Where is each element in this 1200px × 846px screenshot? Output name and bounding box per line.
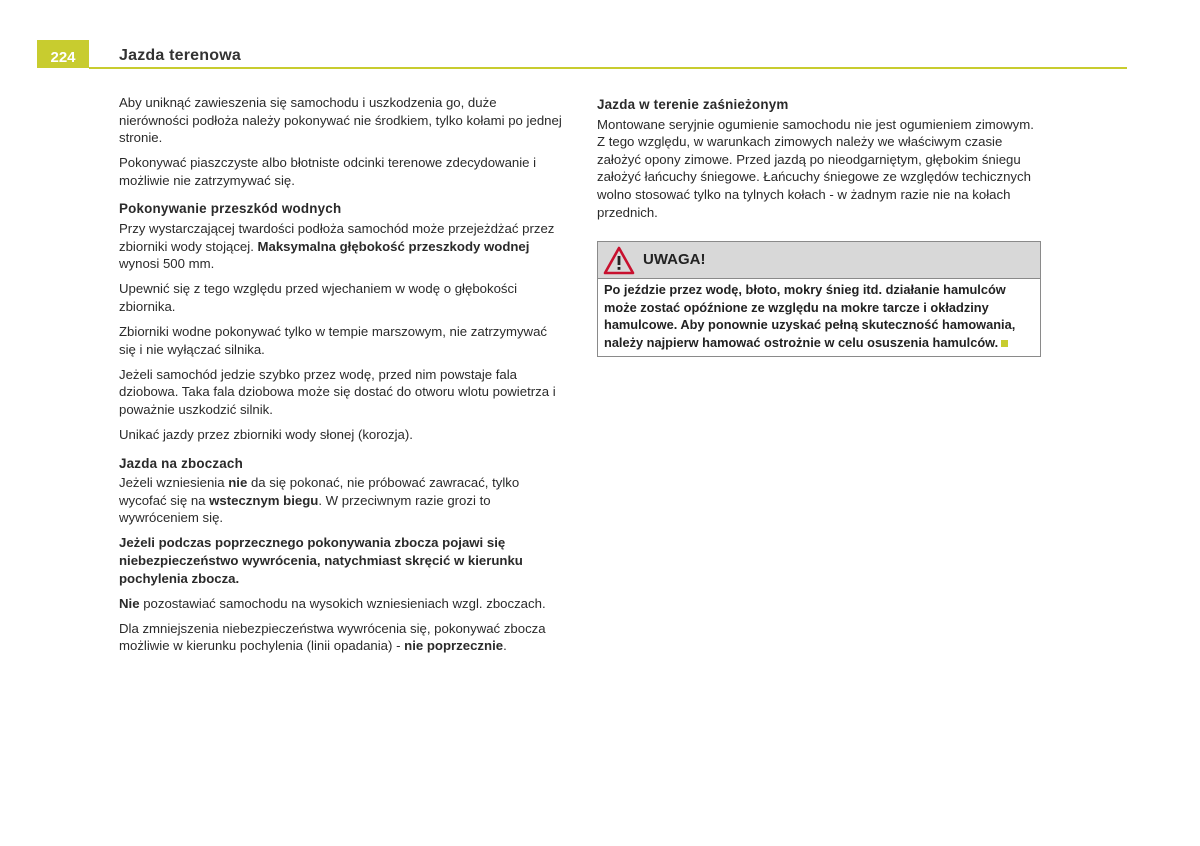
chapter-title: Jazda terenowa xyxy=(119,47,241,64)
paragraph-salt-water: Unikać jazdy przez zbiorniki wody słonej (korozja). xyxy=(119,427,413,442)
reverse-gear-emphasis: wstecznym biegu xyxy=(209,492,319,508)
paragraph-uneven-ground: Aby uniknąć zawieszenia się samochodu i uszkodzenia go, duże nierówności podłoża należy pokonywać nie środkiem, tylko kołami po jednej stronie. xyxy=(119,95,562,146)
paragraph-snow-chains: Montowane seryjnie ogumienie samochodu nie jest ogumieniem zimowym. Z tego względu, w warunkach zimowych należy we właściwym czasie założyć opony zimowe. Przed jazdą po nieodgarniętym, głębokim śniegu założyć łańcuchy śniegowe. Łańcuchy śniegowe ze względów techicznych wolno stosować tylko na tylnych kołach - w żadnym razie nie na kołach przednich. xyxy=(597,116,1034,220)
max-depth-emphasis: Maksymalna głębokość przeszkody wodnej xyxy=(257,238,530,254)
right-column xyxy=(597,94,1041,357)
paragraph-sand-mud: Pokonywać piaszczyste albo błotniste odcinki terenowe zdecydowanie i możliwie nie zatrzymywać się. xyxy=(119,155,537,188)
warning-title: UWAGA! xyxy=(643,251,706,269)
paragraph-walking-pace: Zbiorniki wodne pokonywać tylko w tempie marszowym, nie zatrzymywać się i nie wyłączać silnika. xyxy=(119,324,548,357)
warning-text: Po jeździe przez wodę, błoto, mokry śnieg itd. działanie hamulców może zostać opóźnione ze względu na mokre tarcze i okładziny hamulcowe. Aby ponownie uzyskać pełną skuteczność hamowania, należy najpierw hamować ostrożnie w celu osuszenia hamulców. xyxy=(604,282,1016,350)
heading-snow: Jazda w terenie zaśnieżonym xyxy=(597,97,789,112)
paragraph-rollover-danger: Jeżeli podczas poprzecznego pokonywania zbocza pojawi się niebezpieczeństwo wywrócenia, natychmiast skręcić w kierunku pochylenia zbocza. xyxy=(119,535,523,586)
heading-water-obstacles: Pokonywanie przeszkód wodnych xyxy=(119,201,342,217)
header-rule xyxy=(89,67,1127,69)
paragraph-reverse-gear: Jeżeli wzniesienia nie da się pokonać, nie próbować zawracać, tylko wycofać się na wstecznym biegu. W przeciwnym razie grozi to wywróceniem się. xyxy=(119,475,520,526)
warning-box xyxy=(597,241,1041,356)
paragraph-check-depth: Upewnić się z tego względu przed wjechaniem w wodę o głębokości zbiornika. xyxy=(119,281,518,314)
warning-triangle-icon xyxy=(603,246,635,275)
paragraph-bow-wave: Jeżeli samochód jedzie szybko przez wodę, przed nim powstaje fala dziobowa. Taka fala dziobowa może się dostać do otworu wlotu powietrza i poważnie uszkodzić silnik. xyxy=(119,366,556,417)
heading-slopes: Jazda na zboczach xyxy=(119,455,243,471)
paragraph-do-not-leave: Nie pozostawiać samochodu na wysokich wzniesieniach wzgl. zboczach. xyxy=(119,595,546,611)
end-of-section-marker xyxy=(1001,340,1008,347)
warning-header xyxy=(598,242,1040,279)
left-column xyxy=(119,94,565,663)
paragraph-slope-direction: Dla zmniejszenia niebezpieczeństwa wywrócenia się, pokonywać zbocza możliwie w kierunku pochylenia (linii opadania) - nie poprzecznie. xyxy=(119,620,546,654)
paragraph-water-depth: Przy wystarczającej twardości podłoża samochód może przejeżdżać przez zbiorniki wody stojącej. Maksymalna głębokość przeszkody wodnej wynosi 500 mm. xyxy=(119,221,555,272)
page-number: 224 xyxy=(37,40,89,68)
